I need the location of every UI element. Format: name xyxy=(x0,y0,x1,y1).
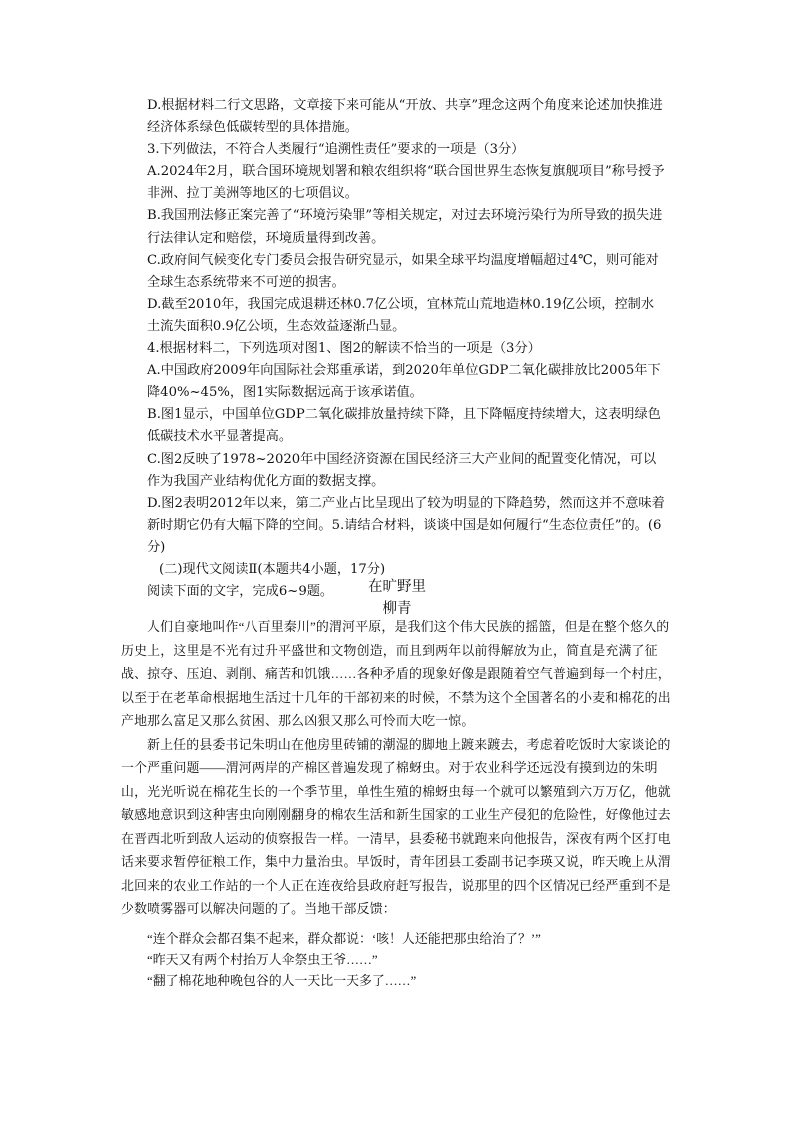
story-paragraph-2: 新上任的县委书记朱明山在他房里砖铺的潮湿的脚地上踱来踱去，考虑着吃饭时大家谈论的一个严重问题——渭河两岸的产棉区普遍发现了棉蚜虫。对于农业科学还远没有摸到边的朱明山，光光听说在棉花生长的一个季节里，单性生殖的棉蚜虫每一个就可以繁殖到六万万亿，他就敏感地意识到这种害虫向刚刚翻身的棉农生活和新生国家的工业生产侵犯的危险性，好像他过去在晋西北听到敌人运动的侦察报告一样。一清早，县委秘书就跑来向他报告，深夜有两个区打电话来要求暂停征粮工作，集中力量治虫。早饭时，青年团县工委副书记李瑛又说，昨天晚上从渭北回来的农业工作站的一个人正在连夜给县政府赶写报告，说那里的四个区情况已经严重到不是少数喷雾器可以解决问题的了。当地干部反馈： xyxy=(121,737,671,916)
question-3-option-d: D.截至2010年，我国完成退耕还林0.7亿公顷，宜林荒山荒地造林0.19亿公顷，控制水土流失面积0.9亿公顷，生态效益逐渐凸显。 xyxy=(147,296,655,334)
question-3-option-c: C.政府间气候变化专门委员会报告研究显示，如果全球平均温度增幅超过4℃，则可能对全球生态系统带来不可逆的损害。 xyxy=(147,252,659,290)
story-paragraph-1: 人们自豪地叫作“八百里秦川”的渭河平原，是我们这个伟大民族的摇篮，但是在整个悠久的历史上，这里是不光有过升平盛世和文物创造，而且到两年以前得解放为止，简直是充满了征战、掠夺、压迫、剥削、痛苦和饥饿……各种矛盾的现象好像是跟随着空气普遍到每一个村庄，以至于在老革命根据地生活过十几年的干部初来的时候，不禁为这个全国著名的小麦和棉花的出产地那么富足又那么贫困、那么凶狠又那么可怜而大吃一惊。 xyxy=(121,620,671,728)
reading-instruction: 阅读下面的文字，完成6~9题。 xyxy=(147,584,334,600)
story-body xyxy=(121,616,674,922)
question-4-option-d-and-question-5: D.图2表明2012年以来，第二产业占比呈现出了较为明显的下降趋势，然而这并不意味着新时期它仍有大幅下降的空间。5.请结合材料，谈谈中国是如何履行“生态位责任”的。(6分) xyxy=(147,495,665,555)
story-quote-3: “翻了棉花地种晚包谷的人一天比一天多了……” xyxy=(147,974,417,988)
story-quote-1: “连个群众会都召集不起来，群众都说：‘咳！人还能把那虫给治了？’” xyxy=(147,932,541,946)
exam-questions xyxy=(147,95,667,603)
option-d-materials-two: D.根据材料二行文思路，文章接下来可能从“开放、共享”理念这两个角度来论述加快推进经济体系绿色低碳转型的具体措施。 xyxy=(147,98,663,136)
story-author: 柳青 xyxy=(382,601,412,617)
story-title: 在旷野里 xyxy=(368,579,426,595)
question-4-option-b: B.图1显示，中国单位GDP二氧化碳排放量持续下降，且下降幅度持续增大，这表明绿色低碳技术水平显著提高。 xyxy=(147,407,661,445)
question-4-option-a: A.中国政府2009年向国际社会郑重承诺，到2020年单位GDP二氧化碳排放比2005年下降40%~45%，图1实际数据远高于该承诺值。 xyxy=(147,363,661,401)
question-4: 4.根据材料二，下列选项对图1、图2的解读不恰当的一项是（3分） xyxy=(147,341,541,357)
question-3-option-a: A.2024年2月，联合国环境规划署和粮农组织将“联合国世界生态恢复旗舰项目”称号授予非洲、拉丁美洲等地区的七项倡议。 xyxy=(147,164,665,202)
question-4-option-c: C.图2反映了1978~2020年中国经济资源在国民经济三大产业间的配置变化情况，可以作为我国产业结构优化方面的数据支撑。 xyxy=(147,451,657,489)
question-3: 3.下列做法，不符合人类履行“追溯性责任”要求的一项是（3分） xyxy=(147,142,525,158)
story-quote-2: “昨天又有两个村抬万人伞祭虫王爷……” xyxy=(147,953,378,967)
question-3-option-b: B.我国刑法修正案完善了“环境污染罪”等相关规定，对过去环境污染行为所导致的损失进行法律认定和赔偿，环境质量得到改善。 xyxy=(147,208,663,246)
section-heading-modern-reading-2: (二)现代文阅读Ⅱ(本题共4小题，17分) xyxy=(159,561,386,577)
